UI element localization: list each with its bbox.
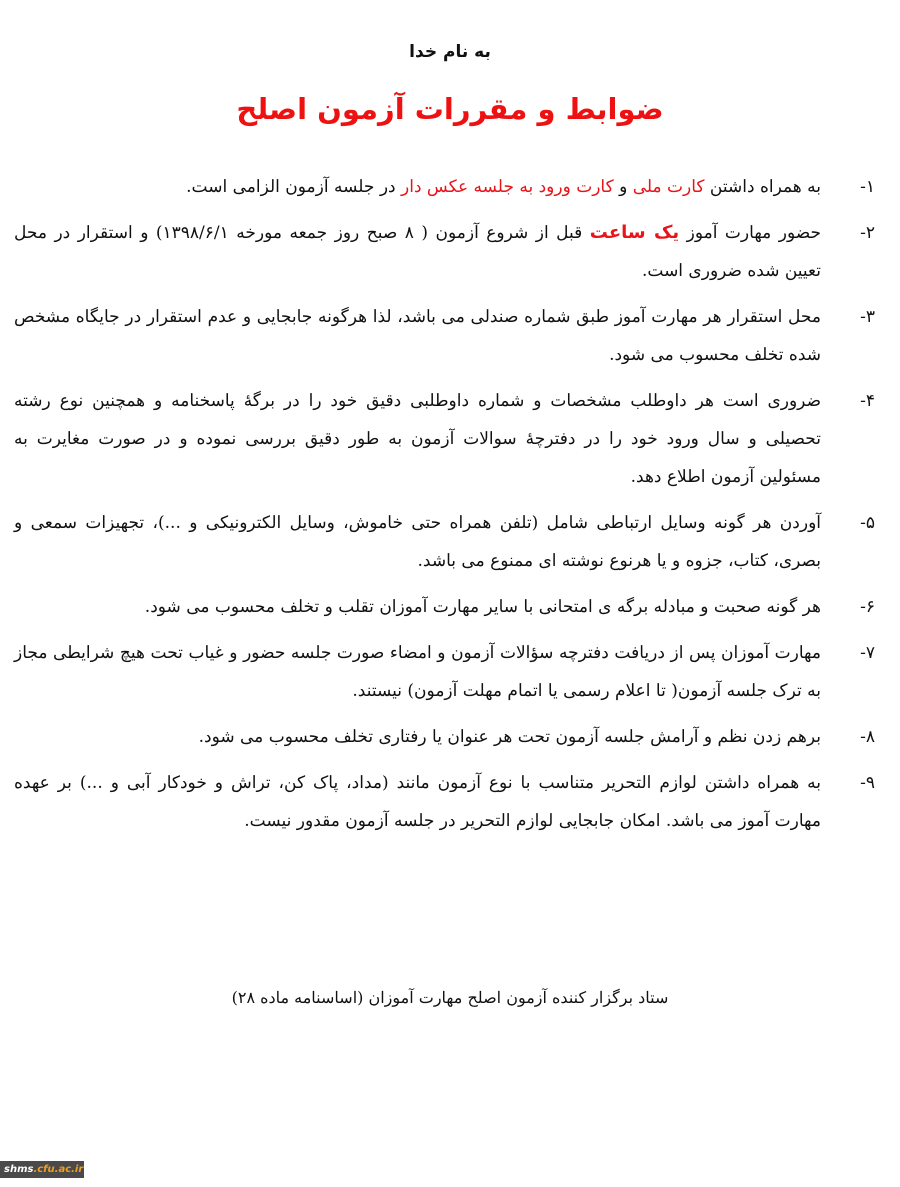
rule-number: ۹- [860,773,875,793]
rule-text: قبل از شروع آزمون ( ۸ صبح روز جمعه مورخه ۱۳۹۸/۶/۱) و استقرار در محل تعیین شده ضروری است. [14,223,821,281]
rule-text: به همراه داشتن لوازم التحریر متناسب با نوع آزمون مانند (مداد، پاک کن، تراش و خودکار آبی و ...) بر عهده مهارت آموز می باشد. امکان جابجایی لوازم التحریر در جلسه آزمون مقدور نیست. [14,773,821,831]
watermark-host: shms [4,1164,34,1175]
rule-number: ۳- [860,307,875,327]
rule-text: به همراه داشتن [704,177,821,197]
rule-item-7 [14,634,875,710]
rule-item-5 [14,504,875,580]
rule-number: ۵- [860,513,875,533]
rule-number: ۲- [860,223,875,243]
rule-text: محل استقرار هر مهارت آموز طبق شماره صندلی می باشد، لذا هرگونه جابجایی و عدم استقرار در جایگاه مشخص شده تخلف محسوب می شود. [14,307,821,365]
rule-item-6 [14,588,875,626]
basmala-heading: به نام خدا [409,42,491,62]
rule-item-3 [14,298,875,374]
rule-item-2 [14,214,875,290]
highlight-entry-card: کارت ورود به جلسه عکس دار [401,177,614,197]
rule-text: و [613,177,633,197]
rule-text: آوردن هر گونه وسایل ارتباطی شامل (تلفن همراه حتی خاموش، وسایل الکترونیکی و ...)، تجهیزات سمعی و بصری، کتاب، جزوه و یا هرنوع نوشته ای ممنوع می باشد. [14,513,821,571]
rule-item-4 [14,382,875,496]
rule-number: ۷- [860,643,875,663]
rule-number: ۴- [860,391,875,411]
rule-text: ضروری است هر داوطلب مشخصات و شماره داوطلبی دقیق خود را در برگهٔ پاسخنامه و همچنین نوع رشته تحصیلی و سال ورود خود را در دفترچهٔ سوالات آزمون به طور دقیق بررسی نموده و در صورت مغایرت به مسئولین آزمون اطلاع دهد. [14,391,821,487]
rule-item-1 [14,168,875,206]
rule-text: در جلسه آزمون الزامی است. [186,177,402,197]
rule-number: ۶- [860,597,875,617]
rule-number: ۱- [860,177,875,197]
site-watermark [0,1161,84,1178]
rule-number: ۸- [860,727,875,747]
highlight-national-card: کارت ملی [632,177,705,197]
rule-text: حضور مهارت آموز [679,223,821,243]
rules-list [14,168,875,848]
page-title: ضوابط و مقررات آزمون اصلح [236,92,664,126]
rule-item-8 [14,718,875,756]
rule-text: مهارت آموزان پس از دریافت دفترچه سؤالات آزمون و امضاء صورت جلسه حضور و غیاب تحت هیچ شرایطی مجاز به ترک جلسه آزمون( تا اعلام رسمی یا اتمام مهلت آزمون) نیستند. [14,643,821,701]
watermark-domain: .cfu.ac.ir [33,1164,84,1175]
issuer-signature: ستاد برگزار کننده آزمون اصلح مهارت آموزان (اساسنامه ماده ۲۸) [231,988,669,1007]
rule-text: برهم زدن نظم و آرامش جلسه آزمون تحت هر عنوان یا رفتاری تخلف محسوب می شود. [198,727,821,747]
rule-text: هر گونه صحبت و مبادله برگه ی امتحانی با سایر مهارت آموزان تقلب و تخلف محسوب می شود. [144,597,821,617]
rule-item-9 [14,764,875,840]
highlight-one-hour: یک ساعت [589,222,680,243]
